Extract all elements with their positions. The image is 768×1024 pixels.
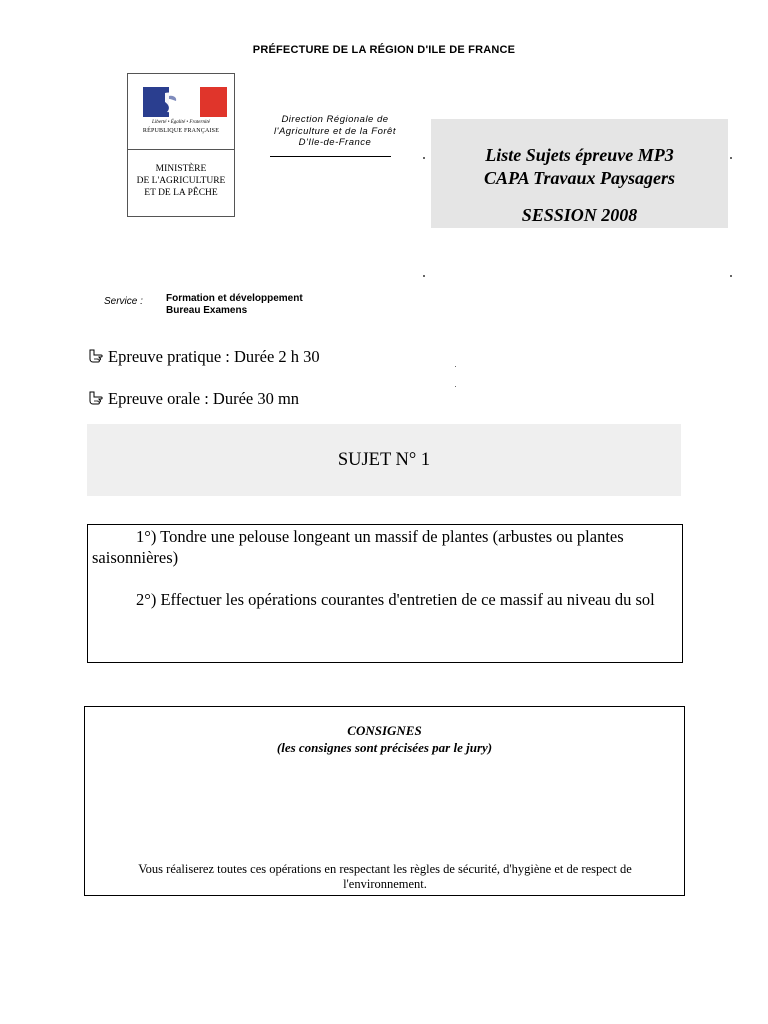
direction-line-3: D'Ile-de-France bbox=[298, 137, 372, 148]
task-2: 2°) Effectuer les opérations courantes d'entretien de ce massif au niveau du sol bbox=[136, 590, 655, 609]
service-value-1: Formation et développement bbox=[166, 293, 303, 304]
direction-line-2: l'Agriculture et de la Forêt bbox=[274, 125, 396, 137]
margin-dot bbox=[730, 157, 732, 159]
pointing-hand-icon bbox=[88, 348, 104, 364]
ministry-name bbox=[128, 163, 234, 199]
document-title-line-2: CAPA Travaux Paysagers bbox=[483, 168, 675, 188]
pointing-hand-icon bbox=[88, 390, 104, 406]
service-value-2: Bureau Examens bbox=[166, 305, 248, 316]
republic-motto: Liberté • Égalité • Fraternité bbox=[152, 120, 210, 125]
consignes-subtitle: (les consignes sont précisées par le jury) bbox=[276, 740, 493, 755]
prefecture-heading: PRÉFECTURE DE LA RÉGION D'ILE DE FRANCE bbox=[252, 44, 516, 56]
marianne-profile-icon bbox=[143, 87, 227, 117]
epreuve-orale-text: Epreuve orale : Durée 30 mn bbox=[108, 389, 300, 408]
margin-dot bbox=[730, 275, 732, 277]
margin-dot bbox=[455, 386, 456, 387]
ministry-logo bbox=[127, 73, 235, 217]
document-title-line-1: Liste Sujets épreuve MP3 bbox=[485, 145, 674, 165]
ministry-line-2: DE L'AGRICULTURE bbox=[136, 176, 226, 186]
ministry-line-1: MINISTÈRE bbox=[155, 164, 207, 174]
republic-name: RÉPUBLIQUE FRANÇAISE bbox=[142, 128, 220, 134]
service-label: Service : bbox=[104, 296, 143, 307]
margin-dot bbox=[455, 366, 456, 367]
session-label: SESSION 2008 bbox=[521, 205, 638, 225]
epreuve-pratique-text: Epreuve pratique : Durée 2 h 30 bbox=[108, 347, 320, 366]
direction-line-1: Direction Régionale de bbox=[281, 114, 389, 125]
consignes-title: CONSIGNES bbox=[347, 723, 422, 738]
epreuve-orale bbox=[88, 389, 299, 409]
ministry-line-3: ET DE LA PÊCHE bbox=[144, 188, 218, 198]
french-flag-icon bbox=[143, 87, 227, 117]
epreuve-pratique bbox=[88, 347, 320, 367]
margin-dot bbox=[423, 275, 425, 277]
margin-dot bbox=[423, 157, 425, 159]
direction-regionale bbox=[250, 114, 420, 149]
sujet-title: SUJET N° 1 bbox=[337, 450, 431, 470]
direction-underline bbox=[270, 156, 391, 157]
marianne-block bbox=[128, 74, 234, 150]
task-1: 1°) Tondre une pelouse longeant un massif de plantes (arbustes ou plantes saisonnières) bbox=[92, 527, 624, 567]
consignes-note: Vous réaliserez toutes ces opérations en respectant les règles de sécurité, d'hygiène et de respect de l'environnement. bbox=[138, 862, 632, 891]
